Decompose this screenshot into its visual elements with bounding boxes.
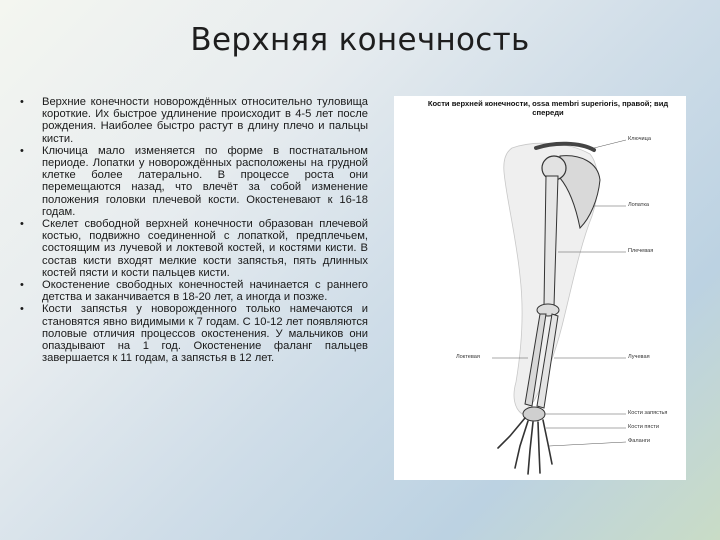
- arm-skeleton-figure: [394, 96, 686, 480]
- bullet-text: Скелет свободной верхней конечности образован плечевой костью, подвижно соединенной с лопаткой, предплечьем, состоящим из лучевой и локтевой костей, и костями кисти. В состав кисти входят мелкие кости запястья, пять длинных костей пясти и кости пальцев кисти.: [42, 218, 368, 279]
- slide-title: Верхняя конечность: [190, 22, 530, 58]
- label-metacarpals: Кости пясти: [628, 424, 659, 430]
- arm-skeleton-illustration: [394, 96, 686, 480]
- carpal-bones: [523, 407, 545, 421]
- bullet-icon: •: [20, 303, 24, 316]
- bullet-item: [18, 96, 368, 145]
- bullet-item: [18, 303, 368, 364]
- finger-bone: [543, 420, 552, 464]
- bullet-text: Верхние конечности новорождённых относительно туловища короткие. Их быстрое удлинение происходит в 4-5 лет после рождения. Наиболее быстро растут в длину плечо и пальцы кисти.: [42, 96, 368, 145]
- label-humerus: Плечевая: [628, 248, 654, 254]
- figure-caption: Кости верхней конечности, ossa membri superioris, правой; вид спереди: [427, 99, 669, 117]
- bullet-text: Окостенение свободных конечностей начинается с раннего детства и заканчивается в 18-20 лет, а иногда и позже.: [42, 279, 368, 304]
- label-phalanges: Фаланги: [628, 438, 650, 444]
- label-clavicle: Ключица: [628, 136, 651, 142]
- hand-bones: [498, 418, 552, 474]
- leader-line: [549, 442, 626, 446]
- bullet-icon: •: [20, 96, 24, 108]
- bullet-item: [18, 279, 368, 303]
- bullet-item: [18, 145, 368, 218]
- bullet-icon: •: [20, 218, 24, 231]
- bullet-list: [18, 96, 368, 364]
- label-ulna: Локтевая: [456, 354, 480, 360]
- finger-bone: [538, 422, 540, 473]
- bullet-item: [18, 218, 368, 279]
- bullet-icon: •: [20, 279, 24, 292]
- bullet-text: Ключица мало изменяется по форме в постнатальном периоде. Лопатки у новорождённых расположены на грудной клетке более латерально. В процессе роста они перемещаются назад, что влечёт за собой изменение положения головки плечевой кости. Окостеневают к 16-18 годам.: [42, 144, 368, 218]
- bullet-text: Кости запястья у новорожденного только намечаются и становятся явно видимыми к 7 годам. С 10-12 лет появляются половые отличия процессов окостенения. У мальчиков они опаздывают на 1 год. Окостенение фаланг пальцев завершается к 11 годам, а запястья в 12 лет.: [42, 303, 368, 365]
- label-radius: Лучевая: [628, 354, 650, 360]
- bullet-icon: •: [20, 144, 24, 157]
- finger-bone: [528, 422, 533, 474]
- label-carpals: Кости запястья: [628, 410, 668, 416]
- leader-line: [594, 140, 626, 148]
- label-scapula: Лопатка: [628, 202, 650, 208]
